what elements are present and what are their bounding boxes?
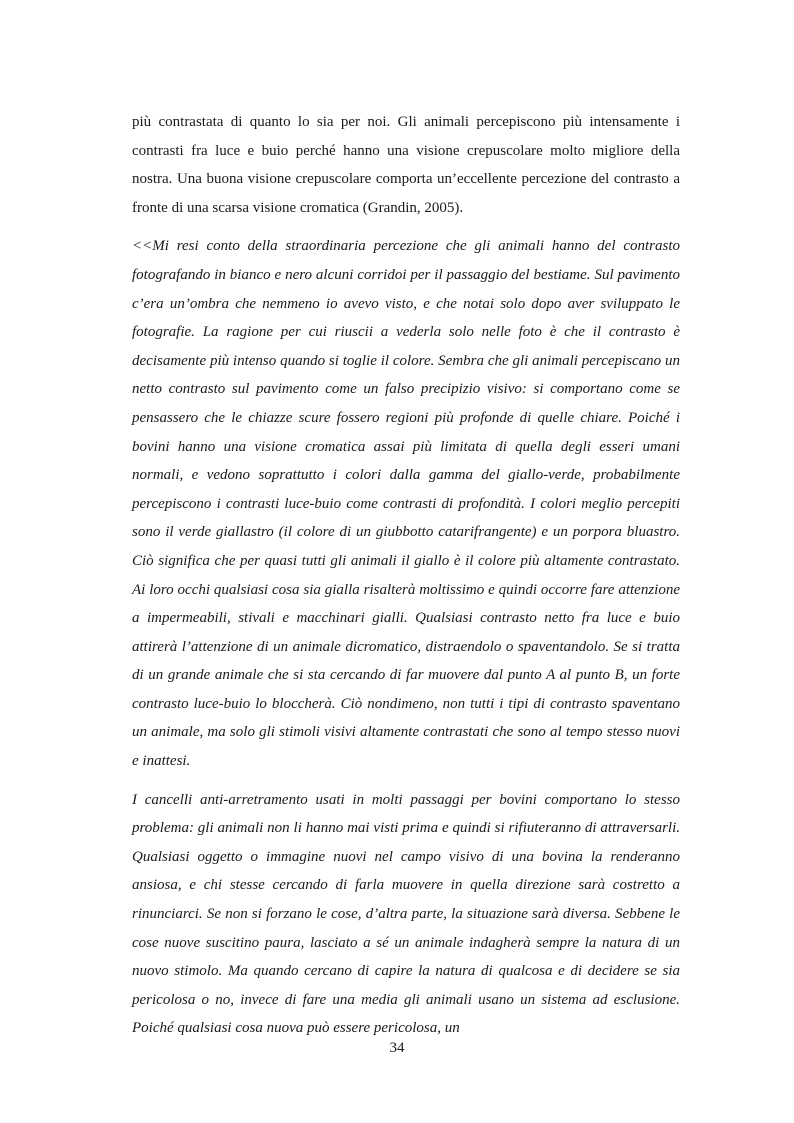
paragraph-quote: <<Mi resi conto della straordinaria percezione che gli animali hanno del contrasto fotografando in bianco e nero alcuni corridoi per il passaggio del bestiame. Sul pavimento c’era un’ombra che nemmeno io avevo visto, e che notai solo dopo aver sviluppato le fotografie. La ragione per cui riuscii a vederla solo nelle foto è che il contrasto è decisamente più intenso quando si toglie il colore. Sembra che gli animali percepiscano un netto contrasto sul pavimento come un falso precipizio visivo: si comportano come se pensassero che le chiazze scure fossero regioni più profonde di quelle chiare. Poiché i bovini hanno una visione cromatica assai più limitata di quella degli esseri umani normali, e vedono soprattutto i colori dalla gamma del giallo-verde, probabilmente percepiscono i contrasti luce-buio come contrasti di profondità. I colori meglio percepiti sono il verde giallastro (il colore di un giubbotto catarifrangente) e un porpora bluastro. Ciò significa che per quasi tutti gli animali il giallo è il colore più altamente contrastato. Ai loro occhi qualsiasi cosa sia gialla risalterà moltissimo e quindi occorre fare attenzione a impermeabili, stivali e macchinari gialli. Qualsiasi contrasto netto fra luce e buio attirerà l’attenzione di un animale dicromatico, distraendolo o spaventandolo. Se si tratta di un grande animale che si sta cercando di far muovere dal punto A al punto B, un forte contrasto luce-buio lo bloccherà. Ciò nondimeno, non tutti i tipi di contrasto spaventano un animale, ma solo gli stimoli visivi altamente contrastati che sono al tempo stesso nuovi e inattesi. xyxy=(132,238,680,770)
paragraph-intro: più contrastata di quanto lo sia per noi. Gli animali percepiscono più intensamente i contrasti fra luce e buio perché hanno una visione crepuscolare molto migliore della nostra. Una buona visione crepuscolare comporta un’eccellente percezione del contrasto a fronte di una scarsa visione cromatica (Grandin, 2005). xyxy=(132,114,680,216)
page-number: 34 xyxy=(389,1040,405,1056)
body-text xyxy=(132,108,680,1043)
paragraph-quote-continued: I cancelli anti-arretramento usati in molti passaggi per bovini comportano lo stesso problema: gli animali non li hanno mai visti prima e quindi si rifiuteranno di attraversarli. Qualsiasi oggetto o immagine nuovi nel campo visivo di una bovina la renderanno ansiosa, e chi stesse cercando di farla muovere in quella direzione sarà costretto a rinunciarci. Se non si forzano le cose, d’altra parte, la situazione sarà diversa. Sebbene le cose nuove suscitino paura, lasciato a sé un animale indagherà sempre la natura di un nuovo stimolo. Ma quando cercano di capire la natura di qualcosa e di decidere se sia pericolosa o no, invece di fare una media gli animali usano un sistema ad esclusione. Poiché qualsiasi cosa nuova può essere pericolosa, un xyxy=(132,791,680,1037)
